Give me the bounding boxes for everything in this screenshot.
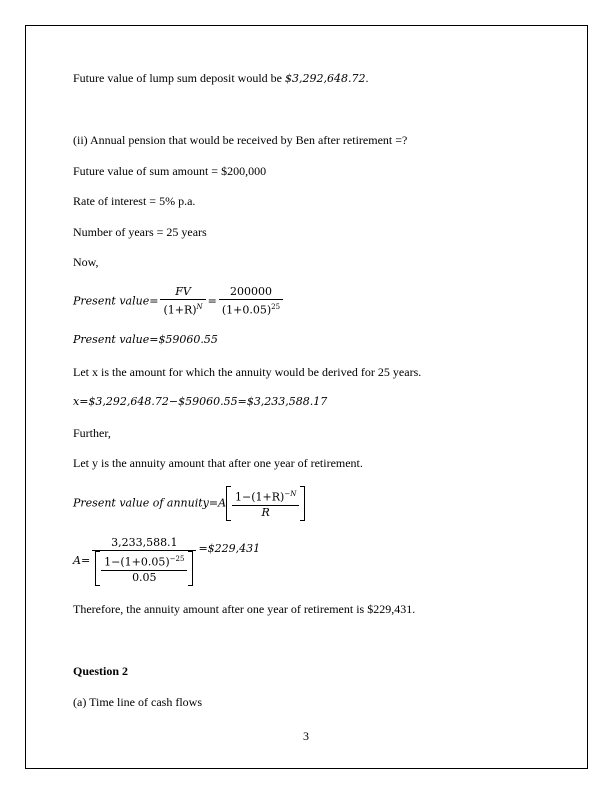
- eq: =A: [208, 496, 227, 510]
- pv-label: Present value: [73, 294, 150, 308]
- fv-lump-value: $3,292,648.72: [284, 72, 366, 85]
- inner-fraction: [101, 552, 187, 585]
- eq: =: [207, 294, 217, 308]
- pv-label: Present value: [73, 333, 150, 346]
- a-formula: [73, 536, 260, 586]
- exp: −N: [284, 490, 297, 498]
- further-line: Further,: [73, 426, 111, 440]
- numerator: 200000: [219, 285, 283, 300]
- den-text: (1+R): [163, 303, 197, 317]
- let-x-line: Let x is the amount for which the annuity would be derived for 25 years.: [73, 365, 422, 379]
- exp: −25: [169, 555, 185, 563]
- exp: 25: [271, 303, 281, 311]
- fraction: [219, 285, 283, 318]
- fv-sum-line: Future value of sum amount = $200,000: [73, 164, 267, 178]
- denominator: [160, 300, 205, 318]
- pv-result: [73, 333, 218, 347]
- numerator: [232, 487, 299, 506]
- denominator: [92, 551, 196, 586]
- let-y-line: Let y is the annuity amount that after one year of retirement.: [73, 456, 363, 470]
- fraction: [92, 536, 196, 586]
- inner-numerator: [101, 552, 187, 571]
- bracket: [95, 551, 193, 586]
- numerator: 3,233,588.1: [92, 536, 196, 551]
- pv-formula: [73, 285, 285, 318]
- num-text: 1−(1+R): [235, 490, 285, 504]
- page-number: 3: [303, 729, 309, 743]
- text: Future value of lump sum deposit would be: [73, 71, 285, 85]
- rate-line: Rate of interest = 5% p.a.: [73, 194, 196, 208]
- now-line: Now,: [73, 255, 99, 269]
- num-text: 1−(1+0.05): [104, 555, 170, 569]
- pva-formula: [73, 486, 305, 521]
- bracket: [226, 486, 305, 521]
- question-ii: (ii) Annual pension that would be received by Ben after retirement =?: [73, 133, 408, 147]
- denominator: [219, 300, 283, 318]
- exp: N: [196, 303, 203, 311]
- therefore-line: Therefore, the annuity amount after one year of retirement is $229,431.: [73, 602, 416, 616]
- text: .: [365, 71, 369, 85]
- numerator: FV: [160, 285, 205, 300]
- eq: =: [149, 333, 159, 346]
- question-2-heading: Question 2: [73, 664, 129, 678]
- pv-value: $59060.55: [158, 333, 218, 346]
- years-line: Number of years = 25 years: [73, 225, 207, 239]
- inner-denominator: 0.05: [132, 570, 157, 584]
- a-label: A=: [73, 553, 91, 567]
- a-result: =$229,431: [198, 541, 261, 555]
- den-text: (1+0.05): [221, 303, 272, 317]
- fraction: [232, 487, 299, 520]
- fraction: [160, 285, 205, 318]
- pva-label: Present value of annuity: [73, 496, 209, 510]
- denominator: R: [261, 505, 270, 519]
- fv-lump-line: [73, 71, 368, 86]
- x-equation: x=$3,292,648.72−$59060.55=$3,233,588.17: [73, 395, 328, 408]
- eq: =: [149, 294, 159, 308]
- question-2a: (a) Time line of cash flows: [73, 695, 202, 709]
